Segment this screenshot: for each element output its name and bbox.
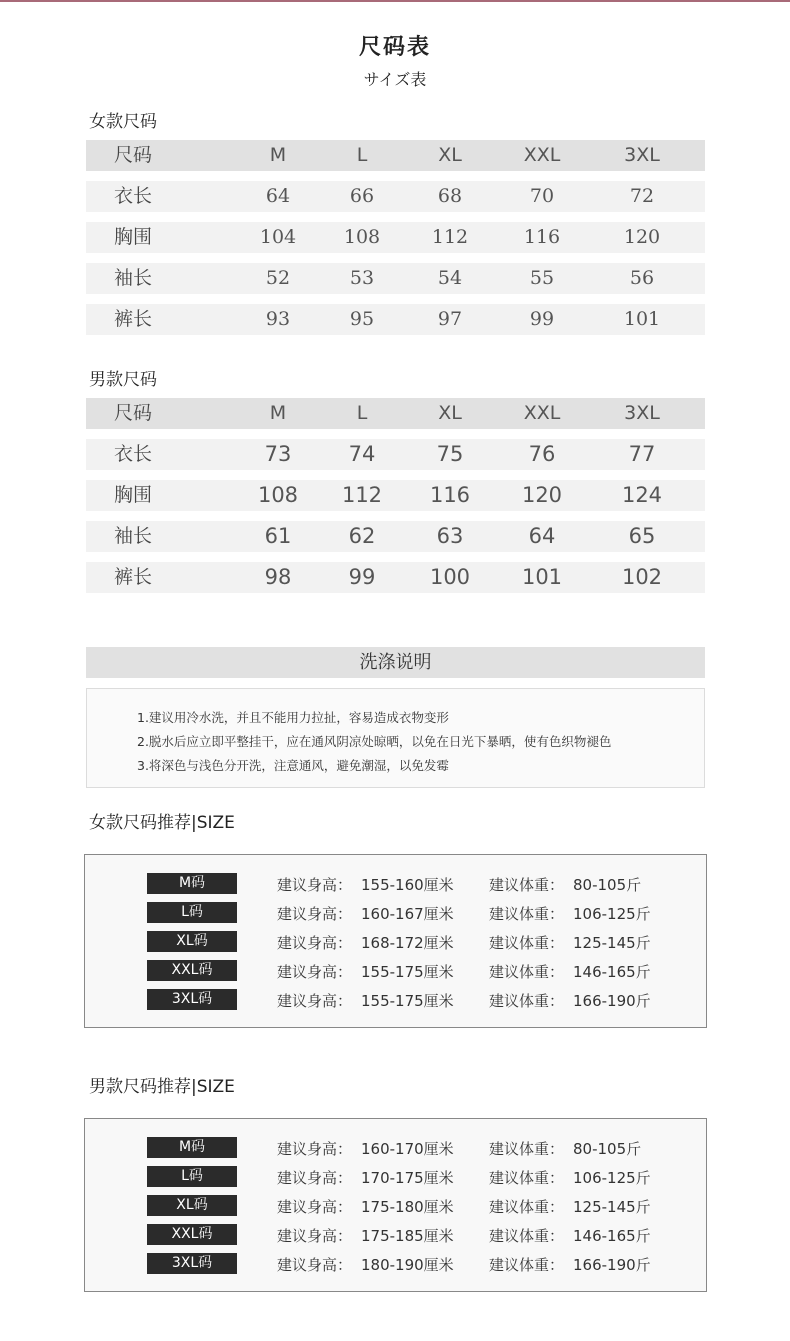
weight-label: 建议体重： [489, 934, 565, 952]
height-value: 175-185厘米 [361, 1227, 454, 1245]
weight-label: 建议体重： [489, 1140, 565, 1158]
washing-line: 2.脱水后应立即平整挂干，应在通风阴凉处晾晒，以免在日光下暴晒，使有色织物褪色 [137, 734, 612, 749]
measure-label-cell: 裤长 [114, 566, 153, 588]
measure-value-cell: 102 [621, 565, 663, 589]
measure-label-cell: 袖长 [114, 267, 153, 289]
measure-value-cell: 120 [623, 226, 661, 248]
weight-label: 建议体重： [489, 1256, 565, 1274]
measure-value-cell: 99 [529, 308, 555, 330]
table-row [86, 263, 705, 294]
size-header-cell: M [269, 402, 287, 424]
measure-label-cell: 衣长 [114, 185, 153, 207]
page-title: 尺码表 [358, 35, 431, 60]
measure-label-cell: 胸围 [114, 226, 153, 248]
measure-value-cell: 101 [521, 565, 563, 589]
height-label: 建议身高： [277, 1227, 353, 1245]
measure-value-cell: 116 [523, 226, 561, 248]
measure-label-cell: 衣长 [114, 443, 153, 465]
measure-value-cell: 66 [349, 185, 375, 207]
size-badge: XXL码 [147, 960, 237, 981]
measure-value-cell: 63 [436, 524, 464, 548]
measure-value-cell: 100 [429, 565, 471, 589]
washing-line: 1.建议用冷水洗，并且不能用力拉扯，容易造成衣物变形 [137, 710, 449, 725]
measure-value-cell: 116 [429, 483, 471, 507]
size-header-cell: XXL [523, 144, 561, 166]
measure-value-cell: 64 [528, 524, 556, 548]
height-value: 175-180厘米 [361, 1198, 454, 1216]
height-label: 建议身高： [277, 992, 353, 1010]
measure-value-cell: 112 [431, 226, 469, 248]
height-label: 建议身高： [277, 1140, 353, 1158]
weight-label: 建议体重： [489, 1169, 565, 1187]
weight-value: 80-105斤 [573, 1140, 642, 1158]
size-header-cell: 3XL [624, 144, 660, 166]
measure-value-cell: 55 [529, 267, 555, 289]
women-size-heading: 女款尺码 [89, 112, 157, 132]
weight-label: 建议体重： [489, 963, 565, 981]
table-row [86, 222, 705, 253]
measure-value-cell: 70 [529, 185, 555, 207]
size-badge: L码 [147, 1166, 237, 1187]
weight-value: 146-165斤 [573, 963, 651, 981]
height-label: 建议身高： [277, 1256, 353, 1274]
measure-value-cell: 99 [348, 565, 376, 589]
weight-value: 166-190斤 [573, 992, 651, 1010]
weight-value: 125-145斤 [573, 1198, 651, 1216]
measure-value-cell: 52 [265, 267, 291, 289]
measure-value-cell: 95 [349, 308, 375, 330]
size-badge: M码 [147, 873, 237, 894]
size-badge: XL码 [147, 1195, 237, 1216]
measure-value-cell: 61 [264, 524, 292, 548]
size-header-cell: 3XL [624, 402, 660, 424]
header-label-cell: 尺码 [114, 144, 153, 166]
weight-label: 建议体重： [489, 1227, 565, 1245]
table-row [86, 304, 705, 335]
height-value: 155-160厘米 [361, 876, 454, 894]
measure-value-cell: 62 [348, 524, 376, 548]
size-badge: XXL码 [147, 1224, 237, 1245]
weight-label: 建议体重： [489, 905, 565, 923]
measure-value-cell: 75 [436, 442, 464, 466]
measure-value-cell: 124 [621, 483, 663, 507]
size-badge: L码 [147, 902, 237, 923]
height-label: 建议身高： [277, 1169, 353, 1187]
table-header-row [86, 398, 705, 429]
measure-value-cell: 93 [265, 308, 291, 330]
table-row [86, 181, 705, 212]
measure-value-cell: 108 [257, 483, 299, 507]
size-header-cell: L [356, 402, 368, 424]
height-value: 180-190厘米 [361, 1256, 454, 1274]
measure-value-cell: 97 [437, 308, 463, 330]
measure-value-cell: 53 [349, 267, 375, 289]
weight-value: 166-190斤 [573, 1256, 651, 1274]
measure-value-cell: 72 [629, 185, 655, 207]
size-header-cell: XL [438, 144, 462, 166]
measure-label-cell: 袖长 [114, 525, 153, 547]
size-header-cell: L [356, 144, 368, 166]
washing-heading: 洗涤说明 [86, 647, 705, 678]
height-value: 168-172厘米 [361, 934, 454, 952]
women-recommend-heading: 女款尺码推荐|SIZE [89, 813, 235, 833]
measure-label-cell: 裤长 [114, 308, 153, 330]
measure-value-cell: 68 [437, 185, 463, 207]
men-recommend-box [84, 1118, 707, 1292]
height-value: 160-170厘米 [361, 1140, 454, 1158]
women-recommend-box [84, 854, 707, 1028]
measure-value-cell: 98 [264, 565, 292, 589]
height-label: 建议身高： [277, 876, 353, 894]
height-value: 160-167厘米 [361, 905, 454, 923]
height-value: 170-175厘米 [361, 1169, 454, 1187]
weight-value: 106-125斤 [573, 905, 651, 923]
table-row [86, 521, 705, 552]
measure-value-cell: 112 [341, 483, 383, 507]
size-badge: M码 [147, 1137, 237, 1158]
weight-label: 建议体重： [489, 992, 565, 1010]
weight-value: 106-125斤 [573, 1169, 651, 1187]
men-size-heading: 男款尺码 [89, 370, 157, 390]
page-subtitle: サイズ表 [363, 70, 427, 89]
measure-value-cell: 120 [521, 483, 563, 507]
weight-value: 146-165斤 [573, 1227, 651, 1245]
measure-value-cell: 74 [348, 442, 376, 466]
weight-value: 80-105斤 [573, 876, 642, 894]
measure-value-cell: 101 [623, 308, 661, 330]
measure-value-cell: 77 [628, 442, 656, 466]
size-badge: 3XL码 [147, 1253, 237, 1274]
measure-value-cell: 56 [629, 267, 655, 289]
measure-label-cell: 胸围 [114, 484, 153, 506]
height-label: 建议身高： [277, 963, 353, 981]
table-header-row [86, 140, 705, 171]
header-label-cell: 尺码 [114, 402, 153, 424]
measure-value-cell: 54 [437, 267, 463, 289]
table-row [86, 480, 705, 511]
measure-value-cell: 73 [264, 442, 292, 466]
size-badge: XL码 [147, 931, 237, 952]
table-row [86, 439, 705, 470]
height-label: 建议身高： [277, 934, 353, 952]
men-recommend-heading: 男款尺码推荐|SIZE [89, 1077, 235, 1097]
height-value: 155-175厘米 [361, 963, 454, 981]
washing-line: 3.将深色与浅色分开洗，注意通风，避免潮湿，以免发霉 [137, 758, 449, 773]
height-value: 155-175厘米 [361, 992, 454, 1010]
size-badge: 3XL码 [147, 989, 237, 1010]
weight-label: 建议体重： [489, 876, 565, 894]
size-header-cell: M [269, 144, 287, 166]
measure-value-cell: 104 [259, 226, 297, 248]
size-header-cell: XXL [523, 402, 561, 424]
table-row [86, 562, 705, 593]
height-label: 建议身高： [277, 905, 353, 923]
washing-instructions-box [86, 688, 705, 788]
weight-label: 建议体重： [489, 1198, 565, 1216]
measure-value-cell: 64 [265, 185, 291, 207]
measure-value-cell: 108 [343, 226, 381, 248]
top-accent-line [0, 0, 790, 2]
height-label: 建议身高： [277, 1198, 353, 1216]
size-header-cell: XL [438, 402, 462, 424]
measure-value-cell: 76 [528, 442, 556, 466]
measure-value-cell: 65 [628, 524, 656, 548]
weight-value: 125-145斤 [573, 934, 651, 952]
